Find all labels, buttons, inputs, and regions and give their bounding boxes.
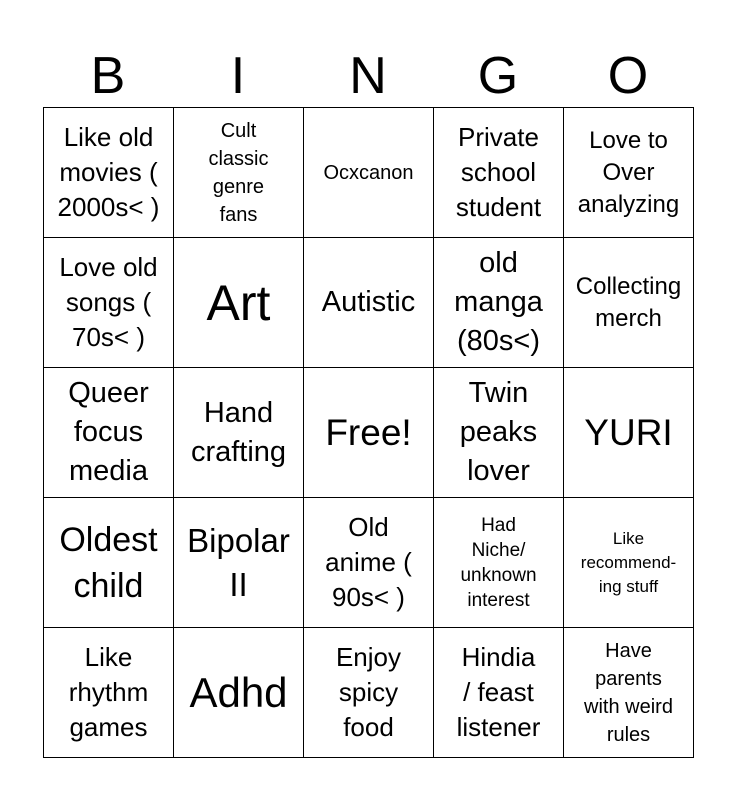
bingo-cell[interactable] [44,498,174,628]
cell-text: Love to Over analyzing [577,126,680,218]
bingo-cell[interactable] [174,628,304,758]
cell-text: Autistic [321,286,416,318]
cell-text: Queer focus media [68,377,149,487]
cell-text: Collecting merch [575,272,682,332]
cell-text: Cult classic genre fans [208,119,269,226]
bingo-cell[interactable] [44,108,174,238]
bingo-cell[interactable] [44,368,174,498]
cell-text: Twin peaks lover [459,377,538,487]
bingo-cell[interactable] [564,238,694,368]
cell-text: Hand crafting [190,396,287,468]
bingo-cell[interactable] [564,368,694,498]
cell-text: Adhd [189,668,288,716]
header-letter-o: O [607,47,649,105]
cell-text: Enjoy spicy food [335,642,402,742]
free-space-text: Free! [325,411,412,453]
cell-text: Oldest child [59,520,158,605]
cell-text: Like recommend- ing stuff [580,528,677,596]
cell-text: Like old movies ( 2000s< ) [57,122,160,222]
cell-text: Ocxcanon [323,161,414,184]
bingo-cell[interactable] [174,368,304,498]
header-letter-i: I [230,47,246,105]
cell-text: Have parents with weird rules [584,639,673,746]
bingo-cell[interactable] [564,498,694,628]
bingo-cell[interactable] [44,238,174,368]
bingo-cell[interactable] [304,238,434,368]
bingo-cell[interactable] [174,238,304,368]
cell-text: Bipolar II [187,521,290,603]
bingo-cell[interactable] [564,628,694,758]
cell-text: YURI [584,411,673,453]
bingo-cell[interactable] [564,108,694,238]
cell-text: Art [206,274,271,331]
header-letter-b: B [90,47,126,105]
cell-text: Hindia / feast listener [456,642,541,742]
cell-text: Love old songs ( 70s< ) [59,252,158,352]
bingo-cell[interactable] [434,368,564,498]
cell-text: old manga (80s<) [454,247,543,357]
bingo-cell[interactable] [434,498,564,628]
bingo-cell[interactable] [174,498,304,628]
bingo-cell[interactable] [174,108,304,238]
header-letter-n: N [349,47,387,105]
bingo-cell[interactable] [304,498,434,628]
cell-text: Had Niche/ unknown interest [460,514,537,611]
cell-text: Private school student [455,122,542,222]
free-space-cell[interactable] [304,368,434,498]
bingo-cell[interactable] [434,238,564,368]
bingo-cell[interactable] [44,628,174,758]
bingo-grid [43,107,694,758]
bingo-cell[interactable] [304,628,434,758]
header-letter-g: G [477,47,519,105]
cell-text: Old anime ( 90s< ) [325,512,412,612]
bingo-cell[interactable] [304,108,434,238]
bingo-cell[interactable] [434,628,564,758]
bingo-cell[interactable] [434,108,564,238]
cell-text: Like rhythm games [68,642,149,742]
bingo-header [43,44,693,108]
